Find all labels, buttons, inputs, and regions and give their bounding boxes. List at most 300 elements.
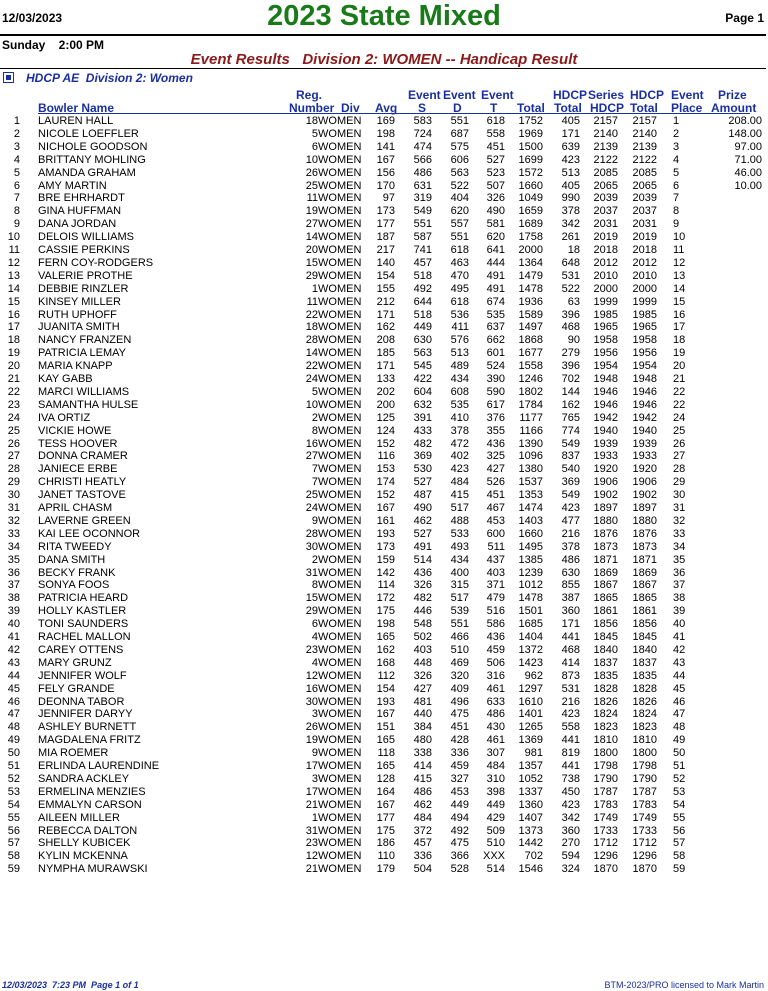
cell-division: WOMEN <box>318 321 362 334</box>
cell-series-hdcp: 1880 <box>593 514 618 527</box>
cell-hdcp-total: 594 <box>561 850 580 863</box>
cell-game-s: 481 <box>413 695 432 708</box>
cell-bowler-name: KINSEY MILLER <box>38 295 121 308</box>
cell-game-s: 741 <box>413 244 432 256</box>
cell-hdcp-total: 360 <box>561 824 580 837</box>
cell-game-t: 506 <box>486 656 505 669</box>
table-row <box>0 734 768 747</box>
cell-reg-number: 27 <box>305 218 318 231</box>
cell-event-place: 36 <box>673 566 686 579</box>
cell-series-hdcp: 1958 <box>593 334 618 347</box>
cell-series-hdcp: 1948 <box>593 373 618 385</box>
cell-event-place: 44 <box>673 669 686 682</box>
cell-average: 97 <box>382 192 395 205</box>
table-row <box>0 631 768 644</box>
cell-total: 1969 <box>518 127 543 140</box>
cell-bowler-name: KYLIN MCKENNA <box>38 850 128 863</box>
cell-event-place: 52 <box>673 772 686 785</box>
cell-game-d: 489 <box>450 360 469 373</box>
cell-total: 1166 <box>519 424 543 437</box>
cell-hdcp-total-2: 1787 <box>632 785 657 798</box>
cell-average: 142 <box>376 566 395 579</box>
cell-reg-number: 5 <box>311 127 318 140</box>
subtitle-divider <box>0 68 766 69</box>
cell-game-d: 449 <box>450 798 469 811</box>
header-underline <box>38 113 750 114</box>
cell-division: WOMEN <box>318 514 362 527</box>
cell-division: WOMEN <box>318 334 362 347</box>
cell-series-hdcp: 2010 <box>593 269 618 282</box>
cell-reg-number: 10 <box>305 398 318 411</box>
cell-bowler-name: PATRICIA LEMAY <box>38 347 127 360</box>
cell-game-s: 440 <box>413 708 432 721</box>
cell-division: WOMEN <box>318 140 362 153</box>
cell-average: 173 <box>376 205 395 218</box>
cell-average: 124 <box>376 424 395 437</box>
cell-reg-number: 29 <box>305 269 318 282</box>
cell-rank: 19 <box>7 347 20 360</box>
cell-event-place: 46 <box>673 695 686 708</box>
cell-event-place: 22 <box>673 398 686 411</box>
cell-division: WOMEN <box>318 166 362 179</box>
table-row <box>0 708 768 721</box>
cell-hdcp-total-2: 1869 <box>632 566 657 579</box>
cell-rank: 25 <box>7 424 20 437</box>
cell-bowler-name: DONNA CRAMER <box>38 450 128 463</box>
table-row <box>0 438 768 451</box>
cell-rank: 5 <box>13 166 20 179</box>
col-hdcp-total-2: Total <box>630 101 658 115</box>
cell-rank: 52 <box>7 772 20 785</box>
cell-rank: 44 <box>7 669 20 682</box>
cell-series-hdcp: 1956 <box>593 347 618 360</box>
cell-reg-number: 31 <box>305 824 318 837</box>
cell-game-s: 644 <box>413 295 432 308</box>
table-row <box>0 141 768 154</box>
cell-hdcp-total-2: 1824 <box>632 708 657 721</box>
cell-event-place: 18 <box>673 334 686 347</box>
cell-game-t: 633 <box>486 695 505 708</box>
cell-reg-number: 31 <box>305 566 318 579</box>
cell-bowler-name: JENNIFER DARYY <box>38 708 133 721</box>
cell-bowler-name: IVA ORTIZ <box>38 411 91 424</box>
cell-total: 1052 <box>518 772 543 785</box>
cell-series-hdcp: 2140 <box>593 127 618 140</box>
cell-total: 1659 <box>518 205 543 218</box>
cell-game-s: 336 <box>413 850 432 863</box>
cell-hdcp-total-2: 1956 <box>632 347 657 360</box>
cell-event-place: 33 <box>673 527 686 540</box>
cell-rank: 2 <box>13 127 20 140</box>
cell-game-s: 457 <box>413 837 432 850</box>
cell-hdcp-total-2: 2140 <box>632 127 657 140</box>
cell-total: 1572 <box>518 166 543 179</box>
cell-game-t: 524 <box>486 360 505 373</box>
section-expand-icon[interactable] <box>3 72 14 83</box>
cell-game-t: 490 <box>486 205 505 218</box>
cell-division: WOMEN <box>318 605 362 618</box>
cell-event-place: 14 <box>673 282 686 295</box>
cell-rank: 1 <box>13 115 20 127</box>
cell-reg-number: 6 <box>311 618 318 631</box>
cell-total: 1537 <box>518 476 543 489</box>
cell-rank: 13 <box>7 269 20 282</box>
table-row <box>0 450 768 463</box>
table-row <box>0 399 768 412</box>
cell-reg-number: 6 <box>311 140 318 153</box>
cell-rank: 6 <box>13 179 20 192</box>
cell-game-d: 410 <box>450 411 469 424</box>
cell-event-place: 4 <box>673 153 680 166</box>
cell-average: 114 <box>377 579 395 592</box>
cell-game-t: 307 <box>486 747 505 760</box>
cell-division: WOMEN <box>318 811 362 824</box>
cell-game-d: 400 <box>450 566 469 579</box>
cell-event-place: 51 <box>673 760 686 772</box>
cell-hdcp-total: 540 <box>561 463 580 476</box>
cell-division: WOMEN <box>318 308 362 321</box>
cell-game-d: 618 <box>450 295 469 308</box>
cell-game-t: 620 <box>486 231 505 244</box>
cell-hdcp-total: 531 <box>561 682 580 695</box>
table-row <box>0 412 768 425</box>
cell-bowler-name: LAUREN HALL <box>38 115 114 127</box>
col-series-hdcp: HDCP <box>590 101 625 115</box>
cell-average: 165 <box>376 734 395 747</box>
cell-hdcp-total: 549 <box>561 489 580 502</box>
cell-hdcp-total: 342 <box>561 811 580 824</box>
cell-game-t: 430 <box>486 721 505 734</box>
cell-game-t: 310 <box>486 772 505 785</box>
table-row <box>0 515 768 528</box>
cell-event-place: 20 <box>673 360 686 373</box>
cell-hdcp-total-2: 1999 <box>632 295 657 308</box>
cell-game-d: 327 <box>450 772 469 785</box>
cell-division: WOMEN <box>318 631 362 643</box>
cell-hdcp-total: 531 <box>561 269 580 282</box>
cell-average: 171 <box>376 360 395 373</box>
table-row <box>0 502 768 515</box>
cell-hdcp-total-2: 1856 <box>632 618 657 631</box>
cell-game-t: 558 <box>486 127 505 140</box>
cell-rank: 24 <box>7 411 20 424</box>
cell-event-place: 30 <box>673 489 686 502</box>
cell-series-hdcp: 1865 <box>593 592 618 605</box>
cell-bowler-name: CHRISTI HEATLY <box>38 476 127 489</box>
cell-total: 1752 <box>518 115 543 127</box>
cell-rank: 15 <box>7 295 20 308</box>
cell-rank: 34 <box>7 540 20 553</box>
cell-average: 153 <box>376 463 395 476</box>
cell-average: 170 <box>376 179 395 192</box>
cell-bowler-name: BRE EHRHARDT <box>38 192 125 205</box>
cell-game-s: 563 <box>413 347 432 360</box>
cell-event-place: 35 <box>673 553 686 566</box>
cell-reg-number: 28 <box>305 334 318 347</box>
cell-total: 1442 <box>518 837 543 850</box>
cell-event-place: 12 <box>673 256 686 269</box>
cell-hdcp-total: 369 <box>561 476 580 489</box>
cell-event-place: 58 <box>673 850 686 863</box>
cell-reg-number: 25 <box>305 179 318 192</box>
cell-event-place: 57 <box>673 837 686 850</box>
cell-series-hdcp: 1828 <box>593 682 618 695</box>
cell-reg-number: 28 <box>305 527 318 540</box>
cell-game-d: 563 <box>450 166 469 179</box>
cell-event-place: 26 <box>673 437 686 450</box>
cell-hdcp-total-2: 2065 <box>632 179 657 192</box>
cell-average: 187 <box>376 231 395 244</box>
cell-game-s: 604 <box>413 385 432 398</box>
cell-game-d: 402 <box>450 450 469 463</box>
cell-total: 1497 <box>518 321 543 334</box>
cell-division: WOMEN <box>318 669 362 682</box>
cell-event-place: 53 <box>673 785 686 798</box>
cell-game-t: 523 <box>486 166 505 179</box>
cell-rank: 48 <box>7 721 20 734</box>
cell-bowler-name: KAI LEE OCONNOR <box>38 527 141 540</box>
cell-hdcp-total-2: 1798 <box>632 760 657 772</box>
cell-reg-number: 3 <box>311 772 318 785</box>
cell-average: 193 <box>376 527 395 540</box>
cell-total: 1364 <box>518 256 543 269</box>
cell-reg-number: 26 <box>305 166 318 179</box>
cell-game-t: 459 <box>486 643 505 656</box>
cell-hdcp-total-2: 2039 <box>632 192 657 205</box>
cell-game-s: 326 <box>413 669 432 682</box>
col-prize-amount: Amount <box>711 101 757 115</box>
table-row <box>0 773 768 786</box>
cell-division: WOMEN <box>318 747 362 760</box>
cell-game-d: 551 <box>450 618 469 631</box>
cell-reg-number: 17 <box>305 785 318 798</box>
cell-game-d: 522 <box>450 179 469 192</box>
cell-game-t: 325 <box>486 450 505 463</box>
cell-series-hdcp: 1783 <box>593 798 618 811</box>
cell-bowler-name: BECKY FRANK <box>38 566 116 579</box>
cell-bowler-name: CASSIE PERKINS <box>38 244 130 256</box>
cell-series-hdcp: 1845 <box>593 631 618 643</box>
cell-series-hdcp: 2085 <box>593 166 618 179</box>
cell-hdcp-total: 423 <box>561 153 580 166</box>
cell-game-d: 528 <box>450 863 469 876</box>
cell-average: 159 <box>376 553 395 566</box>
cell-game-s: 338 <box>413 747 432 760</box>
cell-reg-number: 20 <box>305 244 318 256</box>
cell-hdcp-total-2: 1865 <box>632 592 657 605</box>
cell-total: 1685 <box>518 618 543 631</box>
table-row <box>0 128 768 141</box>
cell-average: 186 <box>376 837 395 850</box>
cell-game-t: 451 <box>486 489 505 502</box>
cell-game-s: 474 <box>413 140 432 153</box>
cell-game-t: 316 <box>486 669 505 682</box>
cell-event-place: 42 <box>673 643 686 656</box>
cell-total: 1479 <box>518 269 543 282</box>
cell-series-hdcp: 2019 <box>593 231 618 244</box>
cell-total: 1558 <box>518 360 543 373</box>
cell-game-d: 411 <box>451 321 469 334</box>
cell-event-place: 10 <box>673 231 686 244</box>
cell-event-place: 45 <box>673 682 686 695</box>
cell-division: WOMEN <box>318 360 362 373</box>
cell-bowler-name: DELOIS WILLIAMS <box>38 231 134 244</box>
cell-rank: 14 <box>7 282 20 295</box>
cell-bowler-name: MARY GRUNZ <box>38 656 112 669</box>
cell-series-hdcp: 1861 <box>593 605 618 618</box>
cell-bowler-name: NICOLE LOEFFLER <box>38 127 139 140</box>
cell-game-d: 576 <box>450 334 469 347</box>
cell-total: 1660 <box>518 179 543 192</box>
cell-hdcp-total-2: 1906 <box>632 476 657 489</box>
cell-bowler-name: DEBBIE RINZLER <box>38 282 129 295</box>
cell-event-place: 3 <box>673 140 680 153</box>
cell-total: 1501 <box>518 605 543 618</box>
cell-bowler-name: GINA HUFFMAN <box>38 205 122 218</box>
section-label: HDCP AE Division 2: Women <box>26 71 193 85</box>
cell-game-s: 449 <box>413 321 432 334</box>
cell-rank: 45 <box>7 682 20 695</box>
cell-hdcp-total-2: 1939 <box>632 437 657 450</box>
cell-total: 1012 <box>518 579 543 592</box>
cell-game-s: 457 <box>413 256 432 269</box>
cell-game-d: 475 <box>450 708 469 721</box>
cell-game-t: 436 <box>486 631 505 643</box>
cell-hdcp-total: 765 <box>561 411 580 424</box>
cell-division: WOMEN <box>318 734 362 747</box>
cell-bowler-name: VICKIE HOWE <box>38 424 112 437</box>
cell-game-s: 491 <box>413 540 432 553</box>
cell-series-hdcp: 1897 <box>593 502 618 514</box>
cell-division: WOMEN <box>318 824 362 837</box>
table-row <box>0 683 768 696</box>
cell-hdcp-total-2: 1871 <box>632 553 657 566</box>
cell-total: 1353 <box>518 489 543 502</box>
cell-event-place: 5 <box>673 166 680 179</box>
cell-hdcp-total-2: 1958 <box>632 334 657 347</box>
cell-prize-amount: 46.00 <box>734 166 762 179</box>
cell-game-s: 724 <box>413 127 432 140</box>
cell-hdcp-total: 468 <box>561 643 580 656</box>
cell-game-s: 504 <box>413 863 432 876</box>
cell-average: 208 <box>376 334 395 347</box>
cell-bowler-name: RUTH UPHOFF <box>38 308 117 321</box>
cell-reg-number: 11 <box>306 295 318 308</box>
cell-hdcp-total-2: 1946 <box>632 385 657 398</box>
table-row <box>0 476 768 489</box>
table-row <box>0 799 768 812</box>
cell-game-t: 486 <box>486 708 505 721</box>
cell-division: WOMEN <box>318 592 362 605</box>
table-row <box>0 321 768 334</box>
report-subtitle: Event Results Division 2: WOMEN -- Handicap Result <box>190 51 578 68</box>
cell-total: 1372 <box>518 643 543 656</box>
cell-hdcp-total: 513 <box>561 166 580 179</box>
cell-hdcp-total-2: 1810 <box>632 734 657 747</box>
cell-total: 1360 <box>518 798 543 811</box>
table-row <box>0 463 768 476</box>
cell-series-hdcp: 1946 <box>593 398 618 411</box>
cell-average: 133 <box>376 373 395 385</box>
cell-game-d: 404 <box>450 192 469 205</box>
table-row <box>0 696 768 709</box>
cell-rank: 33 <box>7 527 20 540</box>
cell-series-hdcp: 1906 <box>593 476 618 489</box>
cell-total: 1297 <box>518 682 543 695</box>
cell-rank: 58 <box>7 850 20 863</box>
cell-rank: 35 <box>7 553 20 566</box>
cell-rank: 59 <box>7 863 20 876</box>
cell-game-t: 509 <box>486 824 505 837</box>
cell-game-s: 486 <box>413 785 432 798</box>
cell-total: 1337 <box>518 785 543 798</box>
cell-hdcp-total-2: 1845 <box>632 631 657 643</box>
cell-bowler-name: DEONNA TABOR <box>38 695 125 708</box>
cell-game-t: 403 <box>486 566 505 579</box>
cell-rank: 27 <box>7 450 20 463</box>
cell-game-d: 315 <box>450 579 469 592</box>
cell-event-place: 22 <box>673 385 686 398</box>
cell-game-d: 459 <box>450 760 469 772</box>
table-row <box>0 760 768 773</box>
cell-hdcp-total-2: 1826 <box>632 695 657 708</box>
cell-hdcp-total: 279 <box>561 347 580 360</box>
cell-game-t: 586 <box>486 618 505 631</box>
cell-game-t: 526 <box>486 476 505 489</box>
cell-game-d: 423 <box>450 463 469 476</box>
table-row <box>0 283 768 296</box>
table-row <box>0 334 768 347</box>
cell-average: 198 <box>376 618 395 631</box>
cell-total: 1380 <box>518 463 543 476</box>
cell-total: 1758 <box>518 231 543 244</box>
cell-division: WOMEN <box>318 192 362 205</box>
cell-series-hdcp: 1749 <box>593 811 618 824</box>
table-row <box>0 386 768 399</box>
cell-series-hdcp: 2122 <box>593 153 618 166</box>
cell-division: WOMEN <box>318 721 362 734</box>
cell-series-hdcp: 1985 <box>593 308 618 321</box>
cell-division: WOMEN <box>318 450 362 463</box>
col-place-top: Event <box>671 88 704 102</box>
cell-rank: 16 <box>7 308 20 321</box>
cell-rank: 47 <box>7 708 20 721</box>
cell-game-s: 433 <box>413 424 432 437</box>
cell-hdcp-total-2: 1840 <box>632 643 657 656</box>
cell-total: 1784 <box>518 398 543 411</box>
cell-series-hdcp: 1810 <box>593 734 618 747</box>
table-row <box>0 270 768 283</box>
cell-hdcp-total-2: 2139 <box>632 140 657 153</box>
cell-average: 174 <box>376 476 395 489</box>
table-row <box>0 244 768 257</box>
cell-division: WOMEN <box>318 463 362 476</box>
cell-hdcp-total-2: 1837 <box>632 656 657 669</box>
cell-average: 175 <box>376 824 395 837</box>
cell-game-d: 517 <box>450 502 469 514</box>
table-row <box>0 747 768 760</box>
cell-game-d: 517 <box>450 592 469 605</box>
cell-series-hdcp: 1940 <box>593 424 618 437</box>
cell-game-d: 513 <box>450 347 469 360</box>
cell-hdcp-total: 378 <box>561 540 580 553</box>
col-s-top: Event <box>408 88 441 102</box>
cell-rank: 12 <box>7 256 20 269</box>
cell-series-hdcp: 1920 <box>593 463 618 476</box>
cell-game-t: XXX <box>482 850 505 863</box>
cell-game-d: 434 <box>450 553 469 566</box>
cell-game-t: 451 <box>486 140 505 153</box>
